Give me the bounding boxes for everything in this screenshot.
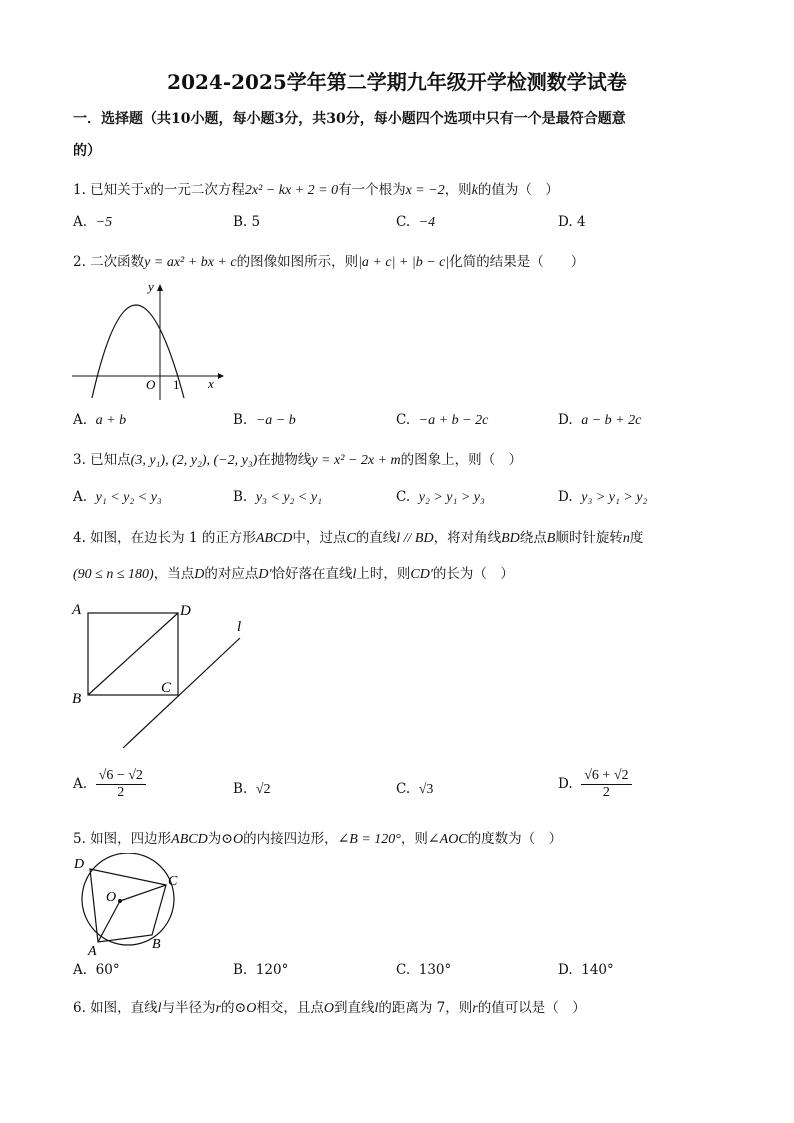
fraction — [96, 768, 146, 801]
option-label: C. — [396, 962, 411, 978]
q4-square: ABCD — [255, 531, 293, 546]
question-6 — [73, 996, 586, 1017]
q4-option-a[interactable] — [73, 768, 146, 801]
q4-text: 度 — [629, 530, 644, 546]
q4-point: C — [346, 531, 356, 546]
tick-label: 1 — [173, 377, 180, 392]
q6-var: r — [215, 1001, 222, 1016]
q6-point: O — [323, 1001, 334, 1016]
fraction-denominator: 2 — [602, 785, 610, 800]
label-d: D — [74, 857, 85, 872]
q2-option-b[interactable] — [233, 412, 296, 429]
q1-option-c[interactable] — [396, 214, 435, 231]
q3-option-d[interactable] — [558, 489, 647, 506]
q4-option-c[interactable] — [396, 781, 433, 798]
section-header: 一．选择题（共10小题，每小题3分，共30分，每小题四个选项中只有一个是最符合题意 — [73, 111, 626, 127]
option-value: 5 — [251, 214, 261, 230]
option-label: A. — [73, 489, 88, 505]
q5-text: 的度数为（ ） — [467, 831, 563, 847]
option-value: 140° — [581, 962, 614, 978]
q5-circle-figure — [68, 853, 188, 958]
q4-segment: CD′ — [410, 567, 433, 582]
q6-text: 与半径为 — [161, 1000, 216, 1016]
option-value: −4 — [418, 215, 436, 230]
q3-points: (3, y₁), (2, y₂), (−2, y₃) — [130, 453, 258, 468]
option-value: 4 — [576, 214, 586, 230]
q2-text: 2. 二次函数 — [73, 254, 145, 270]
q6-text: 到直线 — [333, 1000, 375, 1016]
q4-text: 的直线 — [355, 530, 397, 546]
q2-option-a[interactable] — [73, 412, 126, 429]
fraction — [581, 768, 631, 801]
q1-text: 1. 已知关于 — [73, 182, 145, 198]
question-4-line2 — [73, 562, 514, 583]
label-c: C — [161, 680, 172, 696]
label-d: D — [180, 603, 191, 619]
q4-text: 4. 如图，在边长为 1 的正方形 — [73, 530, 256, 546]
q6-var: r — [472, 1001, 478, 1016]
q6-text: 的距离为 7，则 — [378, 1000, 473, 1016]
q4-text: 绕点 — [519, 530, 547, 546]
q1-text: 的一元二次方程 — [150, 182, 245, 198]
q4-text: 上时，则 — [356, 566, 411, 582]
question-4-line1 — [73, 526, 643, 547]
q4-point: D — [194, 567, 205, 582]
label-b: B — [152, 937, 161, 952]
q5-text: 5. 如图，四边形 — [73, 831, 172, 847]
option-label: D. — [558, 412, 573, 428]
q6-text: 的 — [221, 1000, 235, 1016]
q4-text: 顺时针旋转 — [555, 530, 623, 546]
q6-text: 的值可以是（ ） — [477, 1000, 586, 1016]
option-label: B. — [233, 412, 248, 428]
q1-var: k — [471, 183, 478, 198]
label-l: l — [237, 619, 242, 635]
option-label: C. — [396, 781, 411, 797]
q1-text: 的值为（ ） — [477, 182, 559, 198]
q3-option-c[interactable] — [396, 489, 485, 506]
option-value: y₁ < y₂ < y₃ — [95, 490, 162, 505]
option-value: −a + b − 2c — [418, 413, 489, 428]
q4-diagonal: BD — [501, 531, 520, 546]
option-value: y₂ > y₁ > y₃ — [418, 490, 485, 505]
option-value: √3 — [418, 782, 434, 797]
option-value: a + b — [95, 413, 127, 428]
parabola-curve — [92, 305, 184, 398]
q4-parallel: l // BD — [396, 531, 434, 546]
option-label: B. — [233, 489, 248, 505]
q4-point: D′ — [258, 567, 272, 582]
option-label: C. — [396, 214, 411, 230]
option-label: A. — [73, 776, 88, 792]
q1-text: ，则 — [444, 182, 472, 198]
q4-option-d[interactable] — [558, 768, 632, 801]
q4-point: B — [546, 531, 556, 546]
question-3 — [73, 448, 522, 469]
q2-option-c[interactable] — [396, 412, 488, 429]
line-l — [123, 638, 240, 748]
q5-option-d[interactable] — [558, 962, 614, 978]
q4-var: n — [622, 531, 630, 546]
q4-range: (90 ≤ n ≤ 180) — [73, 567, 154, 582]
q4-option-b[interactable] — [233, 781, 271, 798]
option-value: 130° — [418, 962, 452, 978]
question-1 — [73, 178, 559, 199]
option-value: √2 — [255, 782, 271, 797]
q5-option-c[interactable] — [396, 962, 451, 978]
option-label: B. — [233, 214, 248, 230]
q6-var: l — [374, 1001, 379, 1016]
q5-circle: ⊙O — [221, 832, 244, 847]
q4-text: ，当点 — [153, 566, 195, 582]
question-5 — [73, 827, 562, 848]
option-label: D. — [558, 214, 573, 230]
q6-text: 相交，且点 — [256, 1000, 324, 1016]
q2-function: y = ax² + bx + c — [144, 255, 237, 270]
q5-angle: ∠AOC — [427, 832, 468, 847]
q2-text: 的图像如图所示，则 — [236, 254, 359, 270]
option-value: −5 — [95, 215, 113, 230]
q4-text: 的长为（ ） — [432, 566, 514, 582]
q6-var: l — [157, 1001, 162, 1016]
q6-text: 6. 如图，直线 — [73, 1000, 158, 1016]
option-value: a − b + 2c — [581, 413, 642, 428]
q3-text: 的图象上，则（ ） — [400, 452, 523, 468]
q4-text: 恰好落在直线 — [271, 566, 353, 582]
quad-abcd — [90, 869, 166, 942]
q2-parabola-graph — [68, 280, 228, 405]
page-title: 2024-2025学年第二学期九年级开学检测数学试卷 — [167, 70, 627, 94]
q1-option-b[interactable] — [233, 214, 260, 230]
q1-root: x = −2 — [405, 183, 445, 198]
q3-parabola: y = x² − 2x + m — [311, 453, 401, 468]
option-label: A. — [73, 962, 88, 978]
q4-var: l — [352, 567, 357, 582]
q4-text: 的对应点 — [204, 566, 259, 582]
circle-o — [82, 853, 174, 945]
option-value: 120° — [255, 962, 289, 978]
q2-option-d[interactable] — [558, 412, 641, 429]
q6-circle: ⊙O — [234, 1001, 257, 1016]
label-o: O — [106, 890, 117, 905]
q2-expression: |a + c| + |b − c| — [358, 255, 450, 270]
option-label: C. — [396, 412, 411, 428]
q5-text: 的内接四边形， — [243, 831, 338, 847]
center-point — [118, 899, 122, 903]
q5-text: ，则 — [400, 831, 428, 847]
option-label: A. — [73, 412, 88, 428]
option-label: D. — [558, 489, 573, 505]
q5-text: 为 — [207, 831, 222, 847]
q5-option-b[interactable] — [233, 962, 288, 978]
q1-option-d[interactable] — [558, 214, 586, 230]
q5-option-a[interactable] — [73, 962, 120, 978]
option-label: B. — [233, 962, 248, 978]
radius-oa — [98, 901, 120, 942]
q1-option-a[interactable] — [73, 214, 112, 231]
fraction-numerator: √6 − √2 — [96, 768, 146, 785]
option-value: 60° — [95, 962, 120, 978]
q5-angle: ∠B = 120° — [337, 832, 401, 847]
option-label: D. — [558, 962, 573, 978]
label-b: B — [72, 691, 82, 707]
fraction-numerator: √6 + √2 — [581, 768, 631, 785]
option-label: D. — [558, 776, 573, 792]
q3-text: 3. 已知点 — [73, 452, 131, 468]
option-value: y₃ < y₂ < y₁ — [255, 490, 322, 505]
origin-label: O — [146, 377, 156, 392]
q1-text: 有一个根为 — [338, 182, 406, 198]
label-a: A — [72, 602, 82, 618]
option-label: A. — [73, 214, 88, 230]
option-label: C. — [396, 489, 411, 505]
label-a: A — [88, 944, 97, 958]
q3-option-a[interactable] — [73, 489, 162, 506]
q1-equation: 2x² − kx + 2 = 0 — [244, 183, 339, 198]
option-label: B. — [233, 781, 248, 797]
q1-var: x — [144, 183, 151, 198]
radius-oc — [120, 885, 166, 901]
section-header-cont: 的） — [73, 143, 101, 159]
q5-quad: ABCD — [171, 832, 208, 847]
question-2 — [73, 250, 584, 271]
x-axis-arrow — [218, 373, 224, 379]
fraction-denominator: 2 — [117, 785, 125, 800]
q4-text: 中，过点 — [292, 530, 347, 546]
y-axis-label: y — [148, 280, 154, 294]
option-value: y₃ > y₁ > y₂ — [581, 490, 648, 505]
q2-text: 化简的结果是（ ） — [449, 254, 585, 270]
option-value: −a − b — [255, 413, 296, 428]
q4-text: ，将对角线 — [433, 530, 502, 546]
q3-text: 在抛物线 — [257, 452, 312, 468]
label-c: C — [168, 874, 178, 889]
q3-option-b[interactable] — [233, 489, 322, 506]
y-axis-arrow — [157, 284, 163, 291]
x-axis-label: x — [208, 376, 214, 391]
q4-square-figure — [68, 598, 253, 753]
